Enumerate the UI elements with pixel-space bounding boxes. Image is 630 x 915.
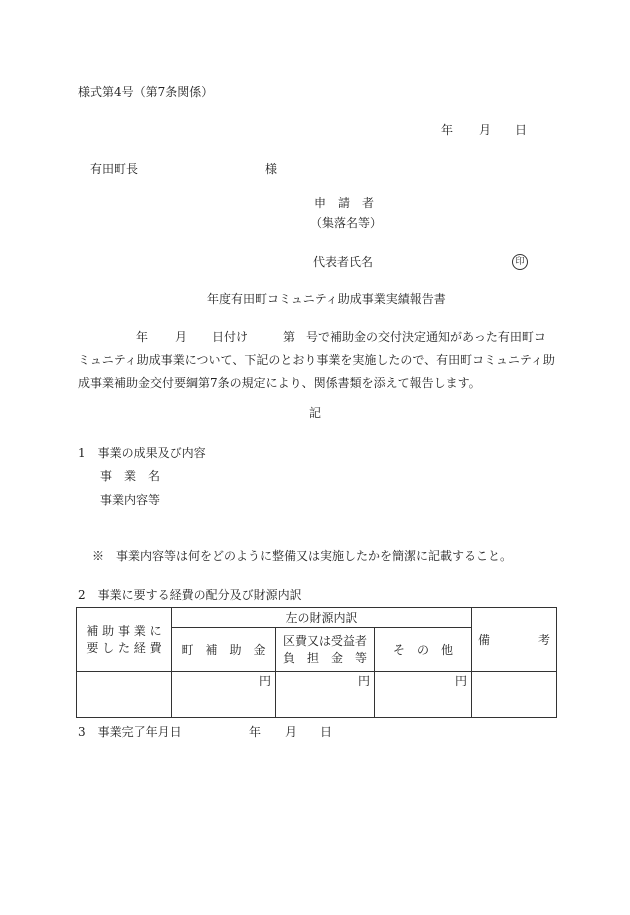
date-day: 日 [515, 123, 528, 137]
section1-item-project-name: 事 業 名 [100, 469, 161, 483]
addressee-honorific: 様 [265, 162, 278, 176]
col-remarks-a: 備 [478, 633, 491, 647]
body-date-suffix: 日付け [212, 330, 249, 344]
representative-label: 代表者氏名 [313, 255, 374, 269]
seal-icon: 印 [512, 254, 528, 270]
section1-heading: 1 事業の成果及び内容 [78, 446, 206, 460]
body-year: 年 [136, 330, 149, 344]
col-local-share [276, 628, 375, 672]
date-year: 年 [441, 123, 454, 137]
completion-year: 年 [249, 725, 262, 739]
ki-heading: 記 [309, 406, 322, 420]
applicant-label: 申 請 者 [314, 196, 375, 210]
body-month: 月 [175, 330, 188, 344]
col-local-line-1: 区費又は受益者 [282, 633, 367, 648]
row-header-cell [77, 608, 172, 672]
value-other[interactable]: 円 [375, 672, 472, 718]
applicant-sub-label: （集落名等） [310, 216, 383, 230]
group-header: 左の財源内訳 [172, 608, 472, 628]
section1-item-project-content: 事業内容等 [100, 493, 161, 507]
value-remarks[interactable] [472, 672, 557, 718]
section2-heading: 2 事業に要する経費の配分及び財源内訳 [78, 588, 302, 602]
completion-month: 月 [285, 725, 298, 739]
row-header-line-2: 要 し た 経 費 [86, 640, 162, 655]
section3-heading: 3 事業完了年月日 [78, 725, 182, 739]
body-line-2: ミュニティ助成事業について、下記のとおり事業を実施したので、有田町コミュニティ助 [78, 353, 555, 367]
addressee-name: 有田町長 [90, 162, 139, 176]
form-number: 様式第4号（第7条関係） [78, 85, 214, 99]
expense-table [76, 607, 557, 718]
body-number: 第 [283, 330, 296, 344]
document-title: 年度有田町コミュニティ助成事業実績報告書 [207, 292, 446, 306]
col-town-subsidy: 町 補 助 金 [172, 628, 276, 672]
row-header-line-1: 補 助 事 業 に [86, 623, 162, 638]
completion-day: 日 [320, 725, 333, 739]
section1-note: ※ 事業内容等は何をどのように整備又は実施したかを簡潔に記載すること。 [92, 549, 513, 563]
col-local-line-2: 負 担 金 等 [282, 650, 367, 665]
value-total-cost[interactable] [77, 672, 172, 718]
col-remarks-b: 考 [538, 633, 551, 647]
date-month: 月 [479, 123, 492, 137]
col-other: そ の 他 [375, 628, 472, 672]
value-local-share[interactable]: 円 [276, 672, 375, 718]
value-town-subsidy[interactable]: 円 [172, 672, 276, 718]
col-remarks-header [472, 608, 557, 672]
body-line-3: 成事業補助金交付要綱第7条の規定により、関係書類を添えて報告します。 [78, 376, 481, 390]
body-line-1-rest: 号で補助金の交付決定通知があった有田町コ [306, 330, 546, 344]
